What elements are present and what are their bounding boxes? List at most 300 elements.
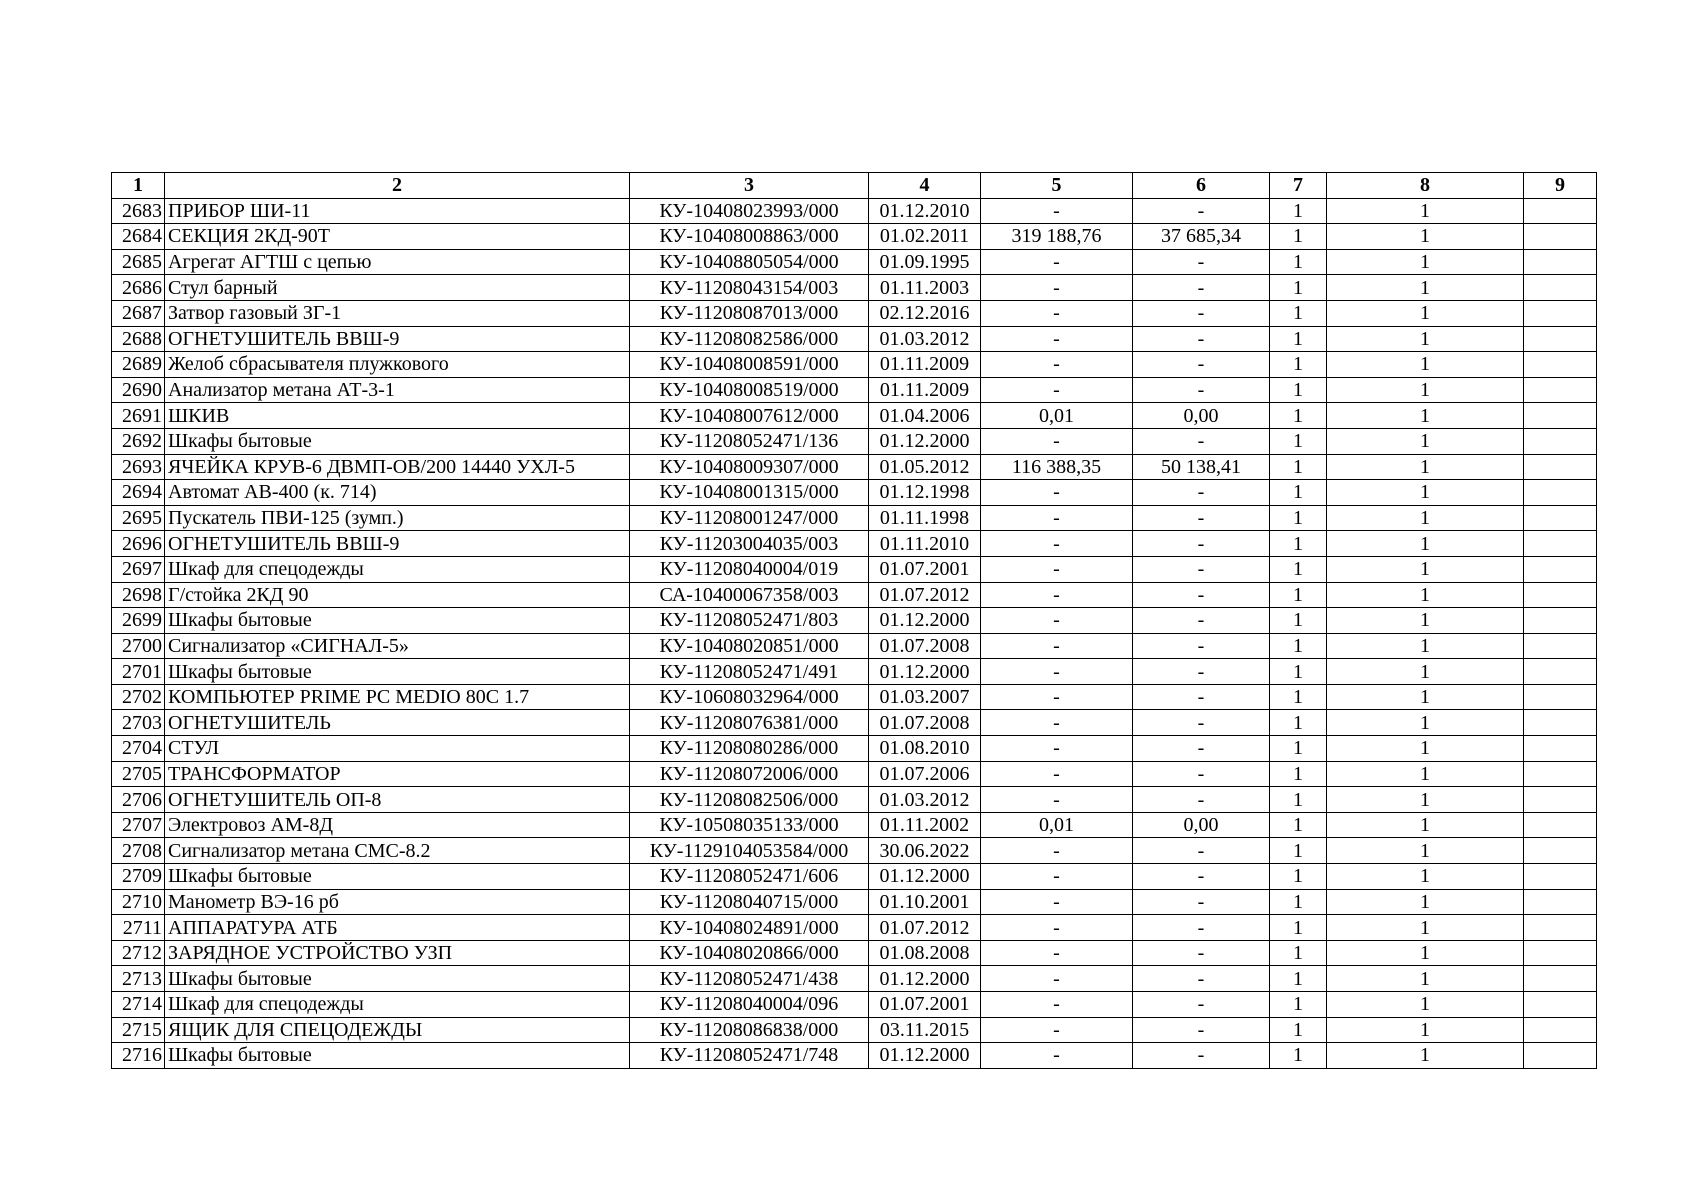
residual-cost-cell: 50 138,41	[1133, 454, 1270, 480]
row-number-cell: 2689	[112, 352, 165, 378]
residual-cost-cell: -	[1133, 633, 1270, 659]
inventory-number-cell: КУ-11203004035/003	[630, 531, 869, 557]
column-header-6: 6	[1133, 173, 1270, 199]
initial-cost-cell: -	[981, 428, 1133, 454]
row-number-cell: 2715	[112, 1017, 165, 1043]
quantity-actual-cell: 1	[1327, 377, 1524, 403]
quantity-actual-cell: 1	[1327, 633, 1524, 659]
table-row	[112, 736, 1597, 762]
note-cell	[1524, 198, 1597, 224]
quantity-actual-cell: 1	[1327, 787, 1524, 813]
note-cell	[1524, 633, 1597, 659]
quantity-actual-cell: 1	[1327, 966, 1524, 992]
row-number-cell: 2710	[112, 889, 165, 915]
inventory-number-cell: КУ-10408008591/000	[630, 352, 869, 378]
residual-cost-cell: -	[1133, 915, 1270, 941]
table-row	[112, 992, 1597, 1018]
quantity-cell: 1	[1270, 531, 1327, 557]
initial-cost-cell: -	[981, 480, 1133, 506]
note-cell	[1524, 403, 1597, 429]
note-cell	[1524, 505, 1597, 531]
residual-cost-cell: -	[1133, 556, 1270, 582]
table-row	[112, 659, 1597, 685]
date-cell: 01.12.2000	[869, 608, 981, 634]
row-number-cell: 2706	[112, 787, 165, 813]
quantity-actual-cell: 1	[1327, 915, 1524, 941]
quantity-cell: 1	[1270, 582, 1327, 608]
quantity-cell: 1	[1270, 224, 1327, 250]
quantity-actual-cell: 1	[1327, 940, 1524, 966]
item-name-cell: ПРИБОР ШИ-11	[165, 198, 630, 224]
note-cell	[1524, 377, 1597, 403]
date-cell: 01.12.1998	[869, 480, 981, 506]
date-cell: 01.07.2012	[869, 915, 981, 941]
note-cell	[1524, 326, 1597, 352]
row-number-cell: 2702	[112, 684, 165, 710]
quantity-actual-cell: 1	[1327, 224, 1524, 250]
date-cell: 03.11.2015	[869, 1017, 981, 1043]
item-name-cell: ТРАНСФОРМАТОР	[165, 761, 630, 787]
quantity-cell: 1	[1270, 812, 1327, 838]
inventory-number-cell: СА-10400067358/003	[630, 582, 869, 608]
initial-cost-cell: -	[981, 1017, 1133, 1043]
initial-cost-cell: -	[981, 300, 1133, 326]
date-cell: 01.10.2001	[869, 889, 981, 915]
quantity-actual-cell: 1	[1327, 838, 1524, 864]
initial-cost-cell: -	[981, 582, 1133, 608]
initial-cost-cell: -	[981, 249, 1133, 275]
note-cell	[1524, 556, 1597, 582]
inventory-number-cell: КУ-10408008519/000	[630, 377, 869, 403]
quantity-cell: 1	[1270, 326, 1327, 352]
column-header-8: 8	[1327, 173, 1524, 199]
residual-cost-cell: -	[1133, 889, 1270, 915]
note-cell	[1524, 889, 1597, 915]
table-row	[112, 761, 1597, 787]
table-row	[112, 838, 1597, 864]
initial-cost-cell: -	[981, 377, 1133, 403]
table-row	[112, 300, 1597, 326]
note-cell	[1524, 992, 1597, 1018]
quantity-actual-cell: 1	[1327, 812, 1524, 838]
residual-cost-cell: -	[1133, 480, 1270, 506]
note-cell	[1524, 684, 1597, 710]
row-number-cell: 2713	[112, 966, 165, 992]
residual-cost-cell: -	[1133, 582, 1270, 608]
row-number-cell: 2700	[112, 633, 165, 659]
initial-cost-cell: 319 188,76	[981, 224, 1133, 250]
quantity-cell: 1	[1270, 761, 1327, 787]
table-row	[112, 198, 1597, 224]
row-number-cell: 2697	[112, 556, 165, 582]
row-number-cell: 2685	[112, 249, 165, 275]
note-cell	[1524, 915, 1597, 941]
table-body	[112, 198, 1597, 1068]
date-cell: 01.07.2008	[869, 633, 981, 659]
row-number-cell: 2684	[112, 224, 165, 250]
item-name-cell: Сигнализатор метана СМС-8.2	[165, 838, 630, 864]
row-number-cell: 2695	[112, 505, 165, 531]
date-cell: 01.11.2002	[869, 812, 981, 838]
item-name-cell: ЯЧЕЙКА КРУВ-6 ДВМП-ОВ/200 14440 УХЛ-5	[165, 454, 630, 480]
table-row	[112, 377, 1597, 403]
quantity-cell: 1	[1270, 838, 1327, 864]
note-cell	[1524, 838, 1597, 864]
residual-cost-cell: -	[1133, 428, 1270, 454]
table-row	[112, 505, 1597, 531]
quantity-cell: 1	[1270, 864, 1327, 890]
quantity-actual-cell: 1	[1327, 710, 1524, 736]
row-number-cell: 2708	[112, 838, 165, 864]
row-number-cell: 2698	[112, 582, 165, 608]
column-header-3: 3	[630, 173, 869, 199]
quantity-actual-cell: 1	[1327, 326, 1524, 352]
inventory-number-cell: КУ-11208052471/136	[630, 428, 869, 454]
note-cell	[1524, 224, 1597, 250]
residual-cost-cell: -	[1133, 659, 1270, 685]
column-header-5: 5	[981, 173, 1133, 199]
item-name-cell: Затвор газовый ЗГ-1	[165, 300, 630, 326]
quantity-actual-cell: 1	[1327, 608, 1524, 634]
row-number-cell: 2714	[112, 992, 165, 1018]
initial-cost-cell: 116 388,35	[981, 454, 1133, 480]
row-number-cell: 2701	[112, 659, 165, 685]
date-cell: 01.12.2000	[869, 659, 981, 685]
date-cell: 01.11.2010	[869, 531, 981, 557]
date-cell: 01.11.1998	[869, 505, 981, 531]
initial-cost-cell: -	[981, 940, 1133, 966]
quantity-actual-cell: 1	[1327, 403, 1524, 429]
note-cell	[1524, 966, 1597, 992]
note-cell	[1524, 300, 1597, 326]
quantity-actual-cell: 1	[1327, 275, 1524, 301]
table-row	[112, 582, 1597, 608]
quantity-cell: 1	[1270, 1017, 1327, 1043]
item-name-cell: АППАРАТУРА АТБ	[165, 915, 630, 941]
quantity-cell: 1	[1270, 608, 1327, 634]
inventory-number-cell: КУ-11208052471/748	[630, 1043, 869, 1069]
table-row	[112, 966, 1597, 992]
item-name-cell: Г/стойка 2КД 90	[165, 582, 630, 608]
residual-cost-cell: -	[1133, 966, 1270, 992]
residual-cost-cell: -	[1133, 300, 1270, 326]
residual-cost-cell: -	[1133, 940, 1270, 966]
quantity-actual-cell: 1	[1327, 684, 1524, 710]
quantity-actual-cell: 1	[1327, 761, 1524, 787]
inventory-number-cell: КУ-11208052471/491	[630, 659, 869, 685]
residual-cost-cell: -	[1133, 992, 1270, 1018]
quantity-cell: 1	[1270, 736, 1327, 762]
table-row	[112, 403, 1597, 429]
quantity-actual-cell: 1	[1327, 556, 1524, 582]
row-number-cell: 2704	[112, 736, 165, 762]
residual-cost-cell: 0,00	[1133, 812, 1270, 838]
inventory-number-cell: КУ-11208043154/003	[630, 275, 869, 301]
inventory-number-cell: КУ-10508035133/000	[630, 812, 869, 838]
note-cell	[1524, 736, 1597, 762]
item-name-cell: Шкафы бытовые	[165, 966, 630, 992]
quantity-actual-cell: 1	[1327, 505, 1524, 531]
inventory-number-cell: КУ-11208052471/606	[630, 864, 869, 890]
table-row	[112, 428, 1597, 454]
item-name-cell: Желоб сбрасывателя плужкового	[165, 352, 630, 378]
date-cell: 01.12.2000	[869, 864, 981, 890]
table-row	[112, 249, 1597, 275]
table-row	[112, 608, 1597, 634]
quantity-actual-cell: 1	[1327, 889, 1524, 915]
row-number-cell: 2687	[112, 300, 165, 326]
quantity-cell: 1	[1270, 377, 1327, 403]
header-row	[112, 173, 1597, 199]
residual-cost-cell: -	[1133, 710, 1270, 736]
row-number-cell: 2712	[112, 940, 165, 966]
item-name-cell: Анализатор метана АТ-3-1	[165, 377, 630, 403]
item-name-cell: Манометр ВЭ-16 рб	[165, 889, 630, 915]
item-name-cell: ОГНЕТУШИТЕЛЬ	[165, 710, 630, 736]
inventory-number-cell: КУ-10408023993/000	[630, 198, 869, 224]
column-header-1: 1	[112, 173, 165, 199]
date-cell: 01.11.2009	[869, 352, 981, 378]
residual-cost-cell: -	[1133, 275, 1270, 301]
table-row	[112, 915, 1597, 941]
residual-cost-cell: -	[1133, 761, 1270, 787]
residual-cost-cell: -	[1133, 736, 1270, 762]
note-cell	[1524, 812, 1597, 838]
date-cell: 01.03.2007	[869, 684, 981, 710]
table-row	[112, 352, 1597, 378]
initial-cost-cell: -	[981, 198, 1133, 224]
quantity-cell: 1	[1270, 710, 1327, 736]
note-cell	[1524, 608, 1597, 634]
column-header-4: 4	[869, 173, 981, 199]
note-cell	[1524, 531, 1597, 557]
item-name-cell: ЗАРЯДНОЕ УСТРОЙСТВО УЗП	[165, 940, 630, 966]
inventory-number-cell: КУ-10408009307/000	[630, 454, 869, 480]
inventory-number-cell: КУ-10408024891/000	[630, 915, 869, 941]
item-name-cell: ОГНЕТУШИТЕЛЬ ВВШ-9	[165, 326, 630, 352]
residual-cost-cell: -	[1133, 684, 1270, 710]
row-number-cell: 2688	[112, 326, 165, 352]
quantity-actual-cell: 1	[1327, 531, 1524, 557]
quantity-cell: 1	[1270, 198, 1327, 224]
table-row	[112, 275, 1597, 301]
residual-cost-cell: -	[1133, 1017, 1270, 1043]
item-name-cell: Пускатель ПВИ-125 (зумп.)	[165, 505, 630, 531]
note-cell	[1524, 659, 1597, 685]
quantity-cell: 1	[1270, 940, 1327, 966]
note-cell	[1524, 1017, 1597, 1043]
quantity-cell: 1	[1270, 684, 1327, 710]
inventory-number-cell: КУ-10408020851/000	[630, 633, 869, 659]
initial-cost-cell: -	[981, 992, 1133, 1018]
date-cell: 02.12.2016	[869, 300, 981, 326]
date-cell: 01.02.2011	[869, 224, 981, 250]
row-number-cell: 2692	[112, 428, 165, 454]
table-row	[112, 684, 1597, 710]
initial-cost-cell: -	[981, 659, 1133, 685]
row-number-cell: 2699	[112, 608, 165, 634]
quantity-actual-cell: 1	[1327, 480, 1524, 506]
inventory-table	[111, 172, 1597, 1069]
inventory-number-cell: КУ-11208040004/096	[630, 992, 869, 1018]
column-header-7: 7	[1270, 173, 1327, 199]
residual-cost-cell: -	[1133, 326, 1270, 352]
table-row	[112, 454, 1597, 480]
date-cell: 01.05.2012	[869, 454, 981, 480]
date-cell: 01.12.2000	[869, 428, 981, 454]
residual-cost-cell: -	[1133, 249, 1270, 275]
quantity-actual-cell: 1	[1327, 198, 1524, 224]
date-cell: 01.07.2008	[869, 710, 981, 736]
quantity-actual-cell: 1	[1327, 1043, 1524, 1069]
table-row	[112, 326, 1597, 352]
quantity-cell: 1	[1270, 454, 1327, 480]
date-cell: 01.12.2010	[869, 198, 981, 224]
date-cell: 01.03.2012	[869, 787, 981, 813]
note-cell	[1524, 275, 1597, 301]
row-number-cell: 2711	[112, 915, 165, 941]
item-name-cell: Стул барный	[165, 275, 630, 301]
quantity-actual-cell: 1	[1327, 454, 1524, 480]
residual-cost-cell: -	[1133, 608, 1270, 634]
date-cell: 01.09.1995	[869, 249, 981, 275]
inventory-number-cell: КУ-11208052471/803	[630, 608, 869, 634]
date-cell: 01.03.2012	[869, 326, 981, 352]
initial-cost-cell: -	[981, 736, 1133, 762]
table-row	[112, 787, 1597, 813]
quantity-cell: 1	[1270, 249, 1327, 275]
date-cell: 01.04.2006	[869, 403, 981, 429]
note-cell	[1524, 582, 1597, 608]
row-number-cell: 2694	[112, 480, 165, 506]
initial-cost-cell: -	[981, 684, 1133, 710]
inventory-number-cell: КУ-11208086838/000	[630, 1017, 869, 1043]
row-number-cell: 2707	[112, 812, 165, 838]
initial-cost-cell: -	[981, 761, 1133, 787]
quantity-actual-cell: 1	[1327, 300, 1524, 326]
table-row	[112, 224, 1597, 250]
initial-cost-cell: -	[981, 505, 1133, 531]
quantity-cell: 1	[1270, 659, 1327, 685]
inventory-number-cell: КУ-11208087013/000	[630, 300, 869, 326]
residual-cost-cell: -	[1133, 787, 1270, 813]
inventory-number-cell: КУ-10408007612/000	[630, 403, 869, 429]
quantity-actual-cell: 1	[1327, 736, 1524, 762]
residual-cost-cell: -	[1133, 377, 1270, 403]
quantity-cell: 1	[1270, 556, 1327, 582]
quantity-actual-cell: 1	[1327, 428, 1524, 454]
table-row	[112, 531, 1597, 557]
table-row	[112, 710, 1597, 736]
table-row	[112, 940, 1597, 966]
note-cell	[1524, 787, 1597, 813]
inventory-number-cell: КУ-11208001247/000	[630, 505, 869, 531]
table-header	[112, 173, 1597, 199]
quantity-cell: 1	[1270, 889, 1327, 915]
quantity-actual-cell: 1	[1327, 992, 1524, 1018]
quantity-actual-cell: 1	[1327, 864, 1524, 890]
inventory-number-cell: КУ-10408020866/000	[630, 940, 869, 966]
item-name-cell: Шкафы бытовые	[165, 864, 630, 890]
date-cell: 01.08.2010	[869, 736, 981, 762]
item-name-cell: Шкаф для спецодежды	[165, 556, 630, 582]
date-cell: 01.07.2012	[869, 582, 981, 608]
row-number-cell: 2716	[112, 1043, 165, 1069]
date-cell: 30.06.2022	[869, 838, 981, 864]
initial-cost-cell: -	[981, 889, 1133, 915]
initial-cost-cell: -	[981, 1043, 1133, 1069]
item-name-cell: Шкафы бытовые	[165, 659, 630, 685]
quantity-cell: 1	[1270, 403, 1327, 429]
initial-cost-cell: -	[981, 275, 1133, 301]
residual-cost-cell: 37 685,34	[1133, 224, 1270, 250]
note-cell	[1524, 710, 1597, 736]
item-name-cell: ОГНЕТУШИТЕЛЬ ОП-8	[165, 787, 630, 813]
item-name-cell: Шкаф для спецодежды	[165, 992, 630, 1018]
inventory-number-cell: КУ-11208072006/000	[630, 761, 869, 787]
table-row	[112, 633, 1597, 659]
row-number-cell: 2709	[112, 864, 165, 890]
initial-cost-cell: -	[981, 326, 1133, 352]
quantity-actual-cell: 1	[1327, 582, 1524, 608]
initial-cost-cell: 0,01	[981, 812, 1133, 838]
item-name-cell: Электровоз АМ-8Д	[165, 812, 630, 838]
quantity-actual-cell: 1	[1327, 249, 1524, 275]
date-cell: 01.12.2000	[869, 966, 981, 992]
table-row	[112, 864, 1597, 890]
item-name-cell: Агрегат АГТШ с цепью	[165, 249, 630, 275]
residual-cost-cell: -	[1133, 864, 1270, 890]
quantity-cell: 1	[1270, 480, 1327, 506]
quantity-actual-cell: 1	[1327, 1017, 1524, 1043]
note-cell	[1524, 940, 1597, 966]
initial-cost-cell: -	[981, 352, 1133, 378]
initial-cost-cell: -	[981, 608, 1133, 634]
row-number-cell: 2686	[112, 275, 165, 301]
item-name-cell: ОГНЕТУШИТЕЛЬ ВВШ-9	[165, 531, 630, 557]
initial-cost-cell: -	[981, 838, 1133, 864]
row-number-cell: 2690	[112, 377, 165, 403]
item-name-cell: СТУЛ	[165, 736, 630, 762]
row-number-cell: 2696	[112, 531, 165, 557]
residual-cost-cell: 0,00	[1133, 403, 1270, 429]
residual-cost-cell: -	[1133, 838, 1270, 864]
table-row	[112, 812, 1597, 838]
date-cell: 01.07.2001	[869, 556, 981, 582]
date-cell: 01.11.2003	[869, 275, 981, 301]
inventory-number-cell: КУ-11208080286/000	[630, 736, 869, 762]
table-row	[112, 480, 1597, 506]
note-cell	[1524, 454, 1597, 480]
initial-cost-cell: -	[981, 556, 1133, 582]
row-number-cell: 2691	[112, 403, 165, 429]
quantity-cell: 1	[1270, 787, 1327, 813]
table-row	[112, 1043, 1597, 1069]
date-cell: 01.12.2000	[869, 1043, 981, 1069]
date-cell: 01.11.2009	[869, 377, 981, 403]
row-number-cell: 2693	[112, 454, 165, 480]
column-header-2: 2	[165, 173, 630, 199]
quantity-cell: 1	[1270, 633, 1327, 659]
note-cell	[1524, 864, 1597, 890]
inventory-number-cell: КУ-10408805054/000	[630, 249, 869, 275]
quantity-cell: 1	[1270, 300, 1327, 326]
initial-cost-cell: -	[981, 531, 1133, 557]
table-row	[112, 889, 1597, 915]
quantity-cell: 1	[1270, 966, 1327, 992]
residual-cost-cell: -	[1133, 198, 1270, 224]
inventory-number-cell: КУ-10408008863/000	[630, 224, 869, 250]
